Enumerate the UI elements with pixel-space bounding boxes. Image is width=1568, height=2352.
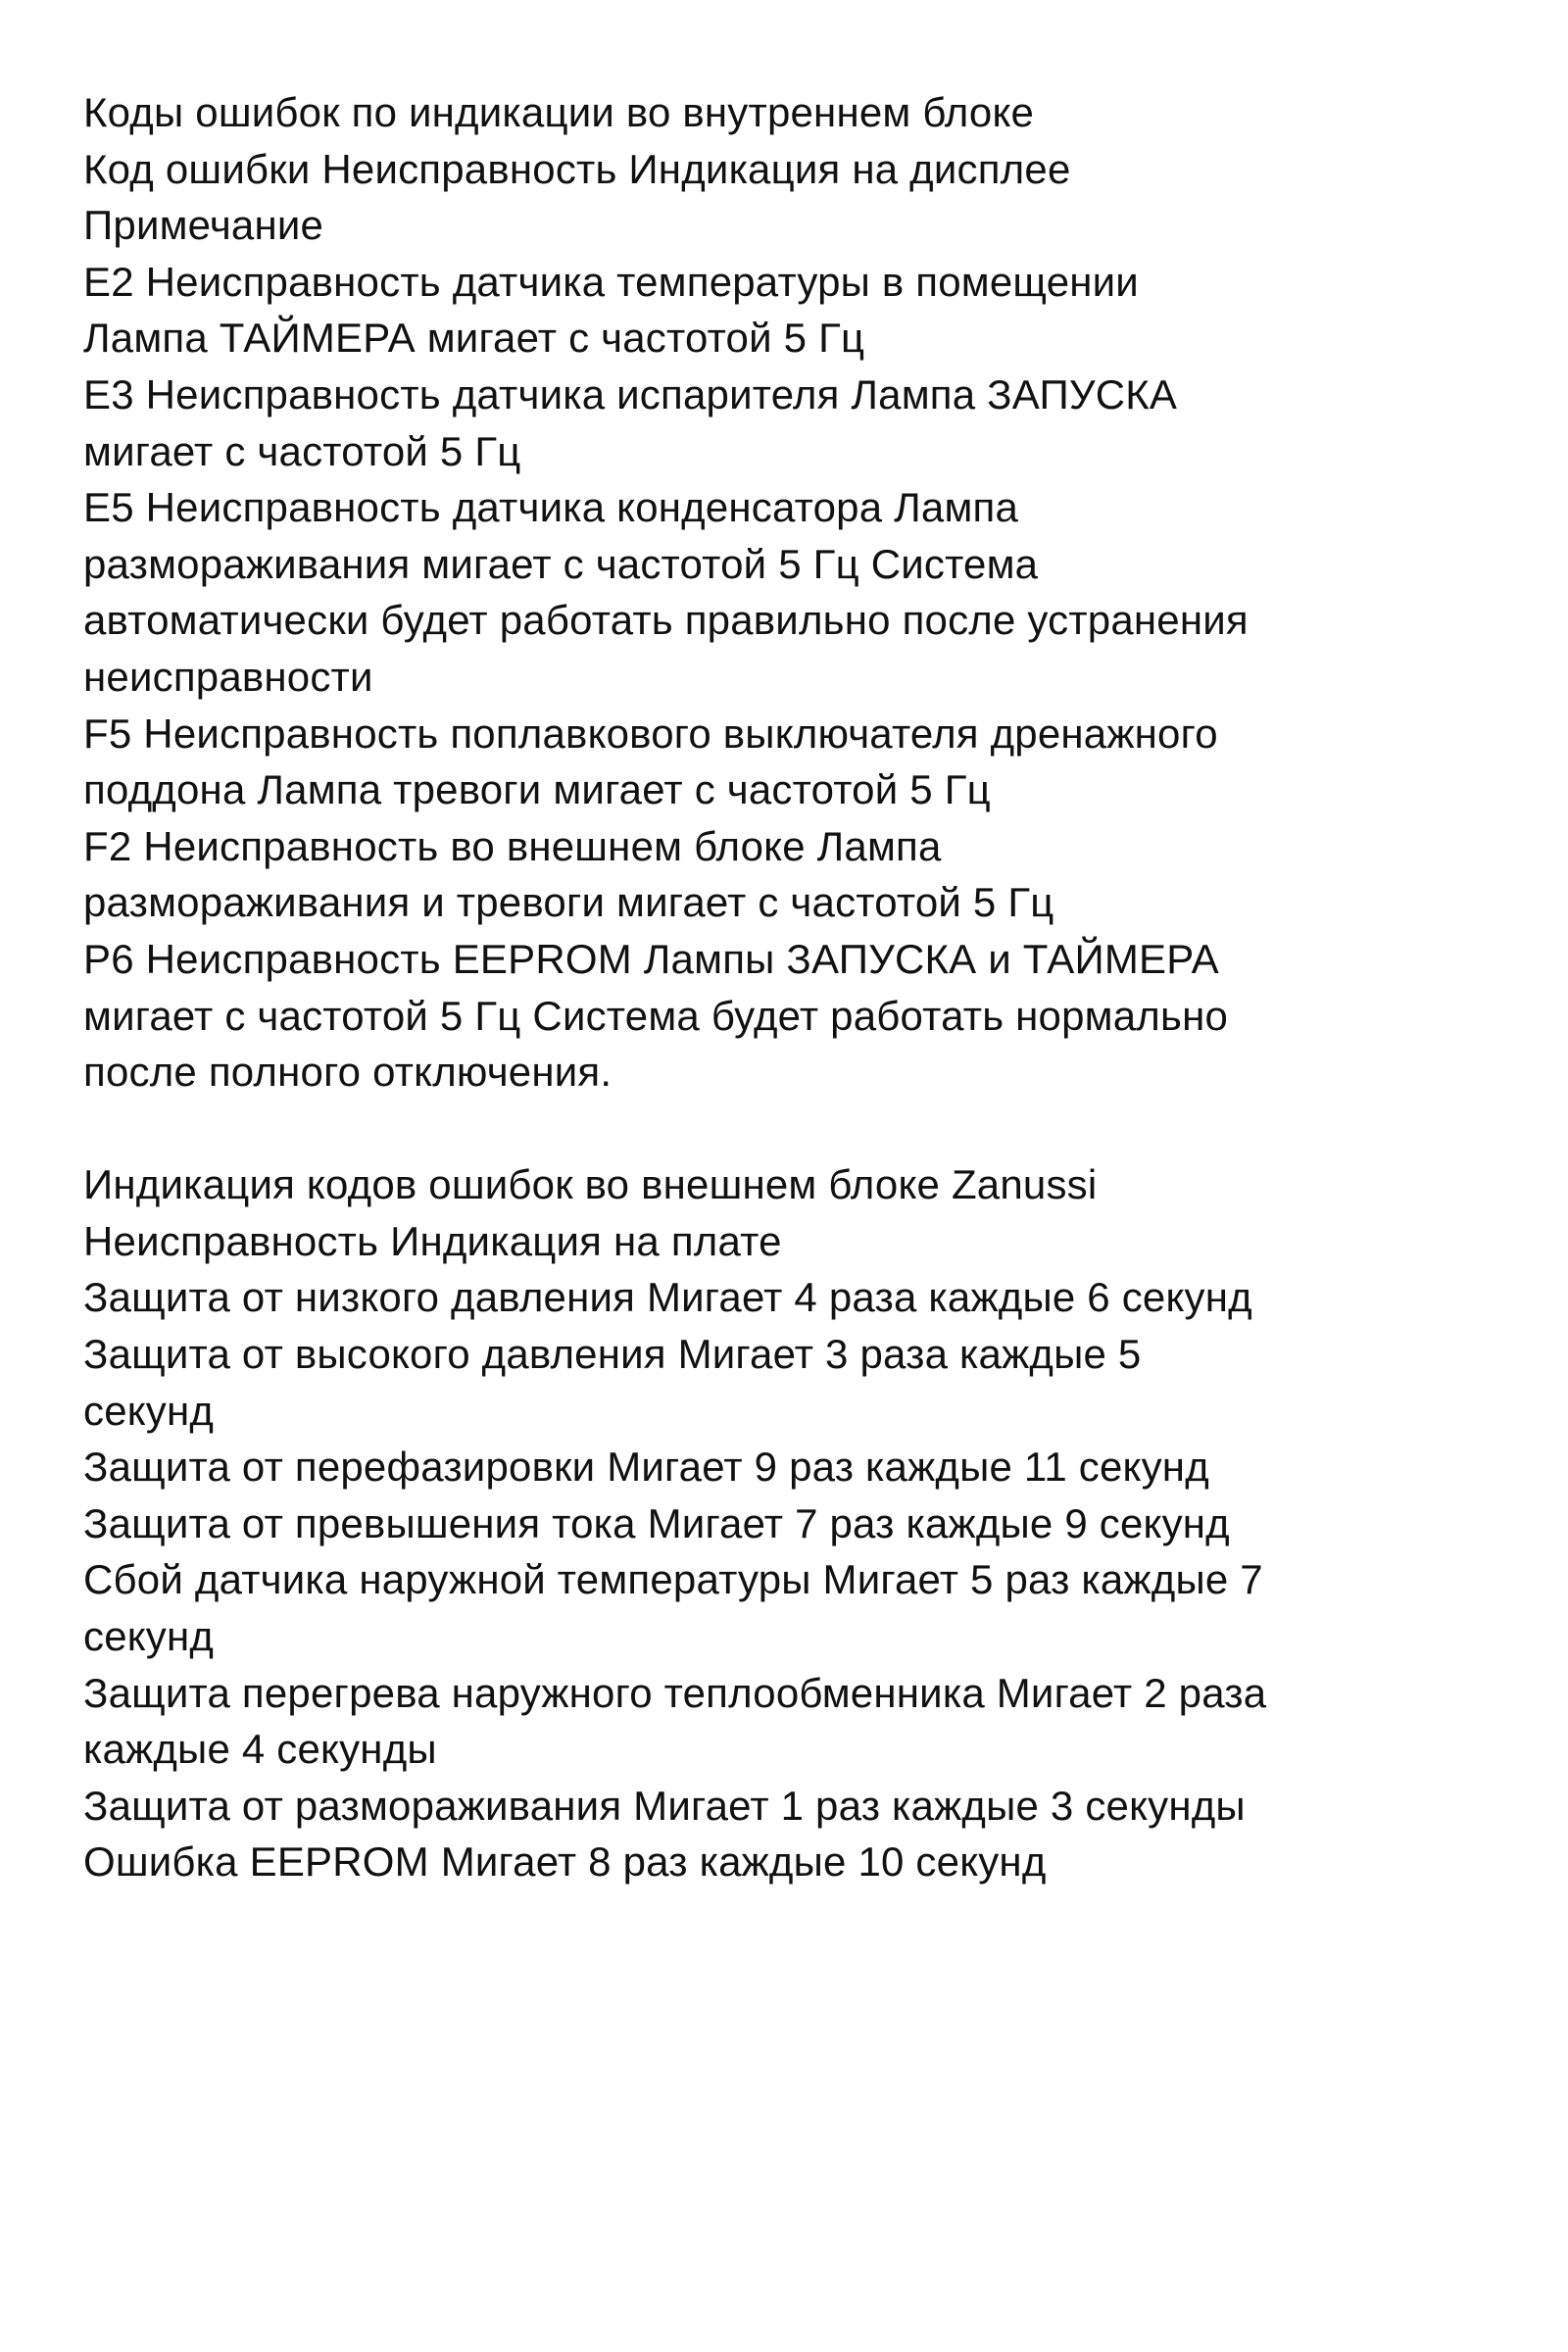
indoor-section-title: Коды ошибок по индикации во внутреннем блоке bbox=[83, 89, 1035, 135]
indoor-entry-e3-cont: мигает с частотой 5 Гц bbox=[83, 427, 521, 474]
outdoor-entry-defrost: Защита от размораживания Мигает 1 раз каждые 3 секунды bbox=[83, 1782, 1246, 1829]
indoor-entry-p6: P6 Неисправность EEPROM Лампы ЗАПУСКА и ТАЙМЕРА bbox=[83, 935, 1219, 982]
indoor-entry-f5-cont: поддона Лампа тревоги мигает с частотой 5 Гц bbox=[83, 766, 991, 813]
indoor-entry-e5-cont-2: автоматически будет работать правильно после устранения bbox=[83, 597, 1249, 644]
indoor-entry-e5: E5 Неисправность датчика конденсатора Лампа bbox=[83, 484, 1019, 531]
indoor-entry-p6-cont-1: мигает с частотой 5 Гц Система будет работать нормально bbox=[83, 992, 1229, 1039]
indoor-error-codes-section bbox=[83, 84, 1514, 1101]
indoor-entry-e2-cont: Лампа ТАЙМЕРА мигает с частотой 5 Гц bbox=[83, 315, 865, 362]
outdoor-entry-eeprom: Ошибка EEPROM Мигает 8 раз каждые 10 секунд bbox=[83, 1838, 1047, 1886]
outdoor-entry-phase: Защита от перефазировки Мигает 9 раз каждые 11 секунд bbox=[83, 1444, 1209, 1491]
indoor-entry-e5-cont-1: размораживания мигает с частотой 5 Гц Система bbox=[83, 540, 1039, 587]
outdoor-table-header: Неисправность Индикация на плате bbox=[83, 1217, 782, 1264]
indoor-entry-e5-cont-3: неисправности bbox=[83, 653, 373, 700]
indoor-entry-f5: F5 Неисправность поплавкового выключателя дренажного bbox=[83, 710, 1218, 757]
outdoor-entry-temp-sensor-cont: секунд bbox=[83, 1613, 215, 1660]
outdoor-entry-low-pressure: Защита от низкого давления Мигает 4 раза каждые 6 секунд bbox=[83, 1274, 1252, 1321]
outdoor-entry-overheat: Защита перегрева наружного теплообменника Мигает 2 раза bbox=[83, 1669, 1267, 1716]
outdoor-entry-temp-sensor: Сбой датчика наружной температуры Мигает 5 раз каждые 7 bbox=[83, 1556, 1263, 1603]
section-spacer bbox=[83, 1101, 1514, 1157]
indoor-entry-e2: E2 Неисправность датчика температуры в помещении bbox=[83, 258, 1139, 305]
outdoor-error-codes-section bbox=[83, 1156, 1514, 1890]
document-page bbox=[83, 84, 1514, 1890]
indoor-entry-f2: F2 Неисправность во внешнем блоке Лампа bbox=[83, 822, 942, 869]
indoor-entry-p6-cont-2: после полного отключения. bbox=[83, 1049, 612, 1096]
indoor-entry-f2-cont: размораживания и тревоги мигает с частотой 5 Гц bbox=[83, 879, 1054, 926]
indoor-table-header: Код ошибки Неисправность Индикация на дисплее bbox=[83, 145, 1071, 192]
indoor-table-header-cont: Примечание bbox=[83, 202, 324, 249]
outdoor-entry-high-pressure: Защита от высокого давления Мигает 3 раза каждые 5 bbox=[83, 1331, 1142, 1378]
outdoor-entry-overcurrent: Защита от превышения тока Мигает 7 раз каждые 9 секунд bbox=[83, 1499, 1230, 1546]
outdoor-entry-high-pressure-cont: секунд bbox=[83, 1387, 215, 1434]
outdoor-entry-overheat-cont: каждые 4 секунды bbox=[83, 1726, 437, 1773]
outdoor-section-title: Индикация кодов ошибок во внешнем блоке Zanussi bbox=[83, 1161, 1098, 1208]
indoor-entry-e3: E3 Неисправность датчика испарителя Лампа ЗАПУСКА bbox=[83, 370, 1178, 417]
